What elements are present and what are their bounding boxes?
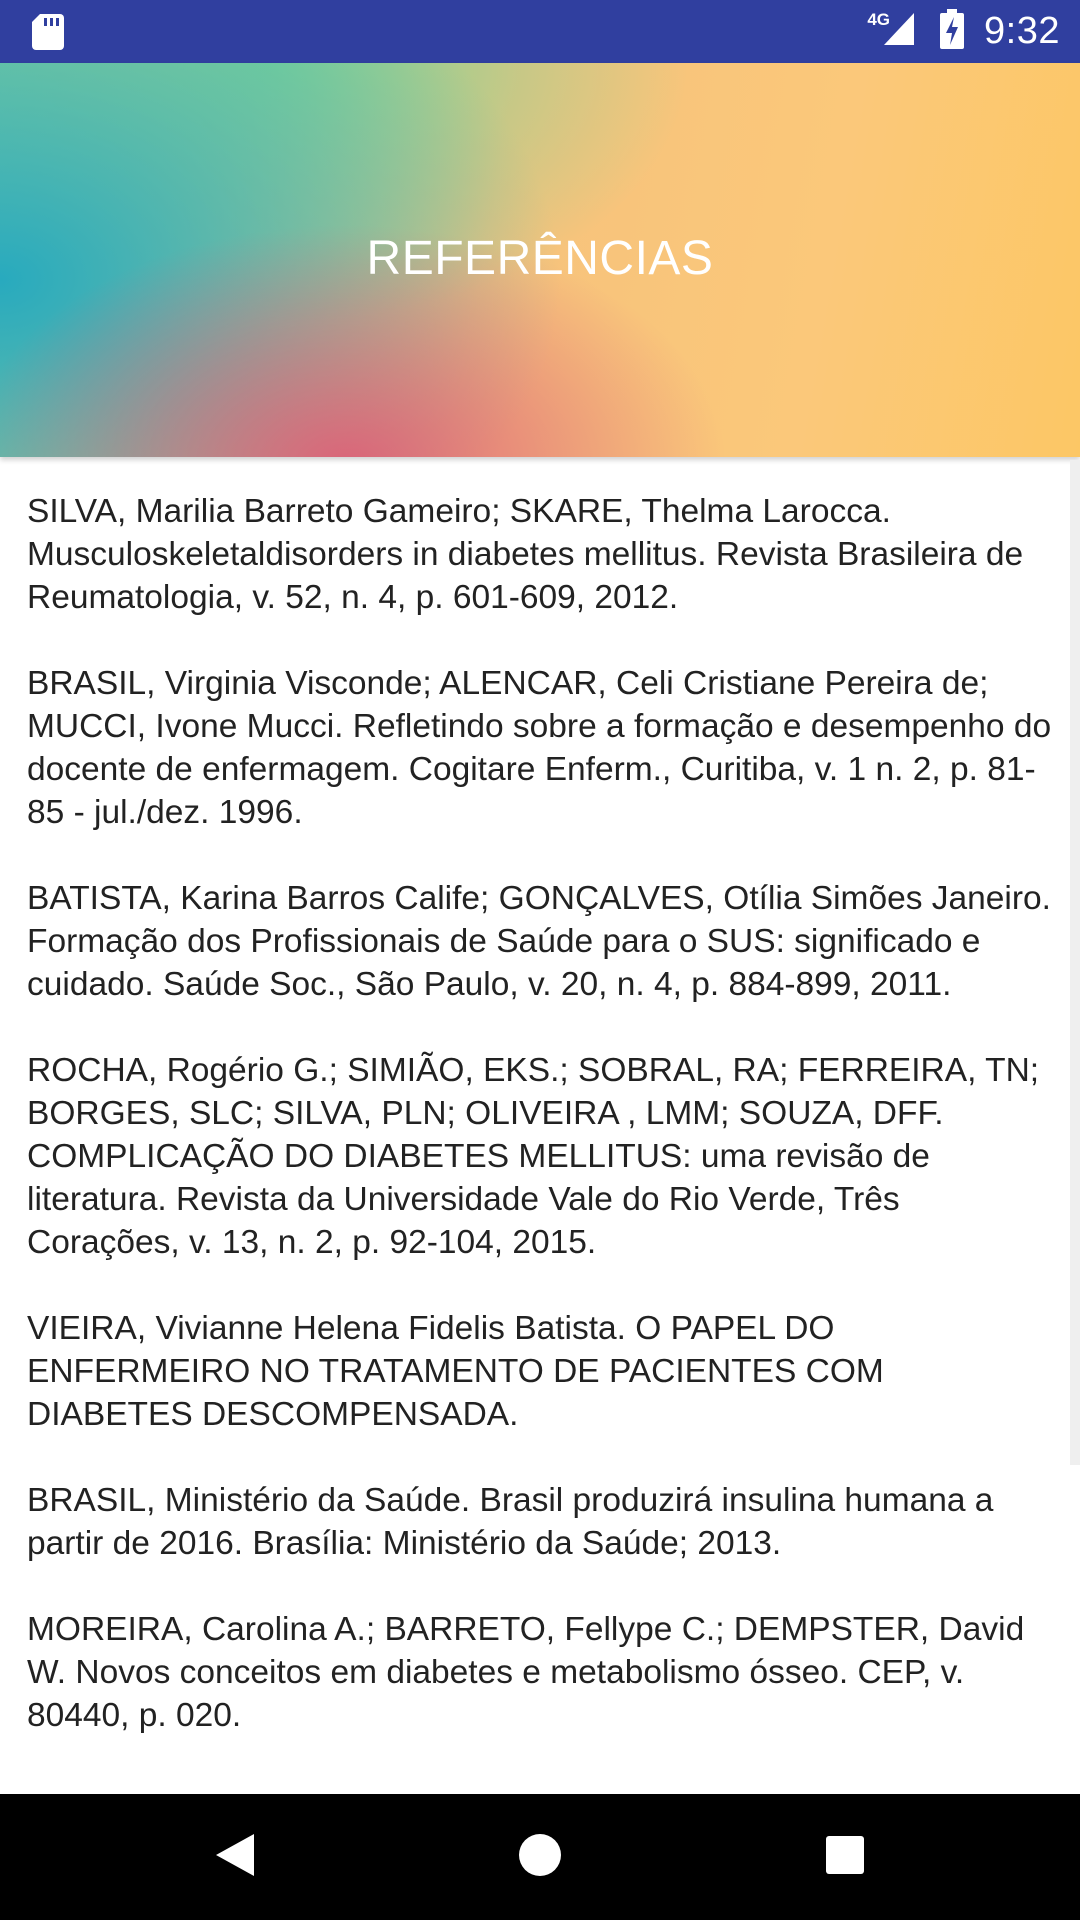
- header-banner: [0, 63, 1080, 457]
- clock: 9:32: [984, 10, 1060, 52]
- reference-item: ROCHA, Rogério G.; SIMIÃO, EKS.; SOBRAL, RA; FERREIRA, TN; BORGES, SLC; SILVA, PLN; OLIVEIRA , LMM; SOUZA, DFF. COMPLICAÇÃO DO DIABETES MELLITUS: uma revisão de literatura. Revista da Universidade Vale do Rio Verde, Três Corações, v. 13, n. 2, p. 92-104, 2015.: [27, 1052, 1040, 1261]
- battery-charging-icon: [940, 9, 964, 54]
- scrollbar[interactable]: [1070, 460, 1080, 1465]
- home-icon: [518, 1833, 562, 1882]
- back-icon: [214, 1832, 256, 1883]
- reference-item: BRASIL, Ministério da Saúde. Brasil produzirá insulina humana a partir de 2016. Brasília: Ministério da Saúde; 2013.: [27, 1482, 994, 1562]
- sd-card-icon: [32, 14, 64, 55]
- reference-item: MOREIRA, Carolina A.; BARRETO, Fellype C.; DEMPSTER, David W. Novos conceitos em diabetes e metabolismo ósseo. CEP, v. 80440, p. 020.: [27, 1611, 1025, 1734]
- back-button[interactable]: [170, 1794, 300, 1920]
- page-title: REFERÊNCIAS: [366, 232, 714, 285]
- recents-button[interactable]: [780, 1794, 910, 1920]
- references-list[interactable]: [27, 490, 1057, 1790]
- reference-item: BRASIL, Virginia Visconde; ALENCAR, Celi Cristiane Pereira de; MUCCI, Ivone Mucci. Refletindo sobre a formação e desempenho do docente de enfermagem. Cogitare Enferm., Curitiba, v. 1 n. 2, p. 81-85 - jul./dez. 1996.: [27, 665, 1052, 831]
- status-bar: [0, 0, 1080, 63]
- network-type-label: 4G: [867, 9, 891, 29]
- navigation-bar: [0, 1794, 1080, 1920]
- status-indicators: [867, 0, 1060, 63]
- reference-item: BATISTA, Karina Barros Calife; GONÇALVES, Otília Simões Janeiro. Formação dos Profissionais de Saúde para o SUS: significado e cuidado. Saúde Soc., São Paulo, v. 20, n. 4, p. 884-899, 2011.: [27, 880, 1051, 1003]
- home-button[interactable]: [475, 1794, 605, 1920]
- reference-item: SILVA, Marilia Barreto Gameiro; SKARE, Thelma Larocca. Musculoskeletaldisorders in diabetes mellitus. Revista Brasileira de Reumatologia, v. 52, n. 4, p. 601-609, 2012.: [27, 493, 1024, 616]
- recents-icon: [825, 1835, 865, 1880]
- reference-item: VIEIRA, Vivianne Helena Fidelis Batista. O PAPEL DO ENFERMEIRO NO TRATAMENTO DE PACIENTES COM DIABETES DESCOMPENSADA.: [27, 1310, 884, 1433]
